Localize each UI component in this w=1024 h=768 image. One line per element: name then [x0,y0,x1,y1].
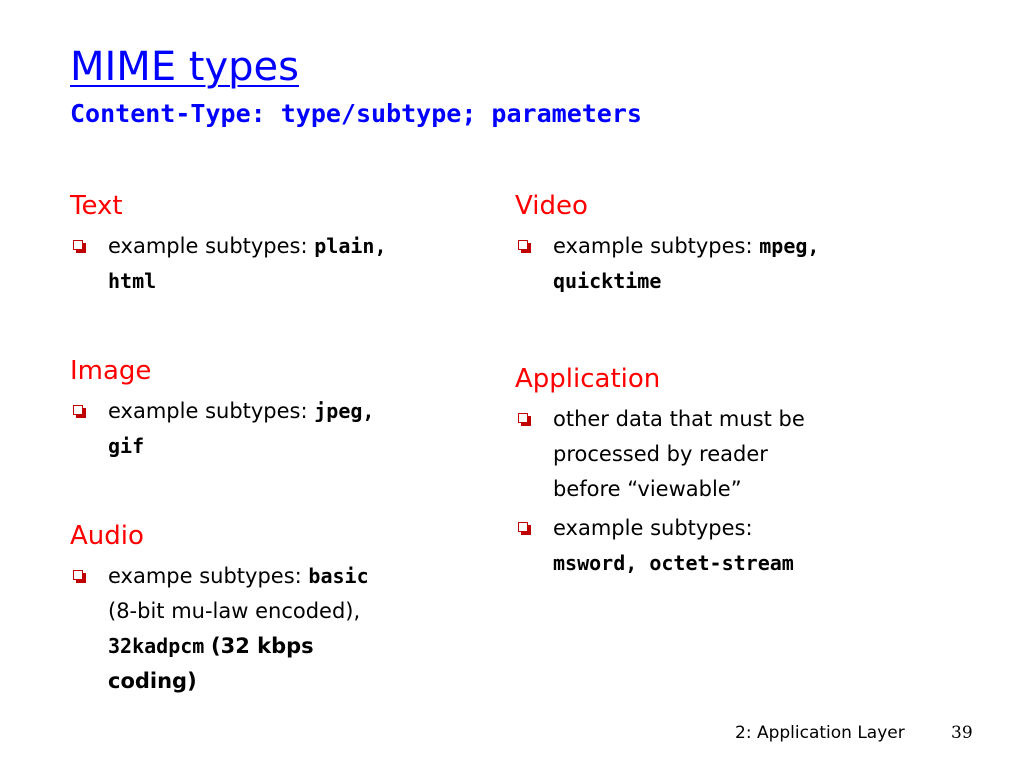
bullet-item [515,402,955,507]
bullet-item [70,559,490,699]
section-heading: Image [70,356,152,386]
bullet-item [70,394,490,464]
slide-title: MIME types [70,44,300,90]
bullet-item [515,511,955,581]
section-application [515,366,955,581]
bullet-text: example subtypes: [553,234,760,258]
bold-text: (32 kbps [211,634,314,658]
bullet-text: example subtypes: [553,516,753,540]
section-audio [70,523,490,699]
code-subtype: basic [308,564,369,588]
code-subtype: msword, octet-stream [553,551,794,575]
bullet-text: example subtypes: [108,234,315,258]
section-text [70,193,490,299]
slide-subtitle: Content-Type: type/subtype; parameters [70,99,642,128]
bullet-text: example subtypes: [108,399,315,423]
checkbox-bullet-icon [73,570,83,580]
bullet-text: processed by reader [553,442,768,466]
section-heading: Audio [70,521,144,551]
bullet-text: exampe subtypes: [108,564,309,588]
code-subtype: 32kadpcm [108,634,205,658]
bullet-item [515,229,935,299]
section-heading: Text [70,191,123,221]
bullet-text: (8-bit mu-law encoded), [108,599,361,623]
code-subtype: plain, [314,234,387,258]
code-subtype: quicktime [553,269,662,293]
checkbox-bullet-icon [73,405,83,415]
checkbox-bullet-icon [518,522,528,532]
footer-label: 2: Application Layer [735,723,905,743]
code-subtype: mpeg, [759,234,820,258]
code-subtype: gif [108,434,145,458]
section-heading: Application [515,364,661,394]
code-subtype: jpeg, [314,399,375,423]
bullet-text: before “viewable” [553,477,742,501]
bullet-text: other data that must be [553,407,805,431]
page-number: 39 [951,723,973,743]
code-subtype: html [108,269,157,293]
section-video [515,193,935,299]
section-heading: Video [515,191,588,221]
bullet-item [70,229,490,299]
checkbox-bullet-icon [73,240,83,250]
section-image [70,358,490,464]
bold-text: coding) [108,669,197,693]
checkbox-bullet-icon [518,413,528,423]
checkbox-bullet-icon [518,240,528,250]
